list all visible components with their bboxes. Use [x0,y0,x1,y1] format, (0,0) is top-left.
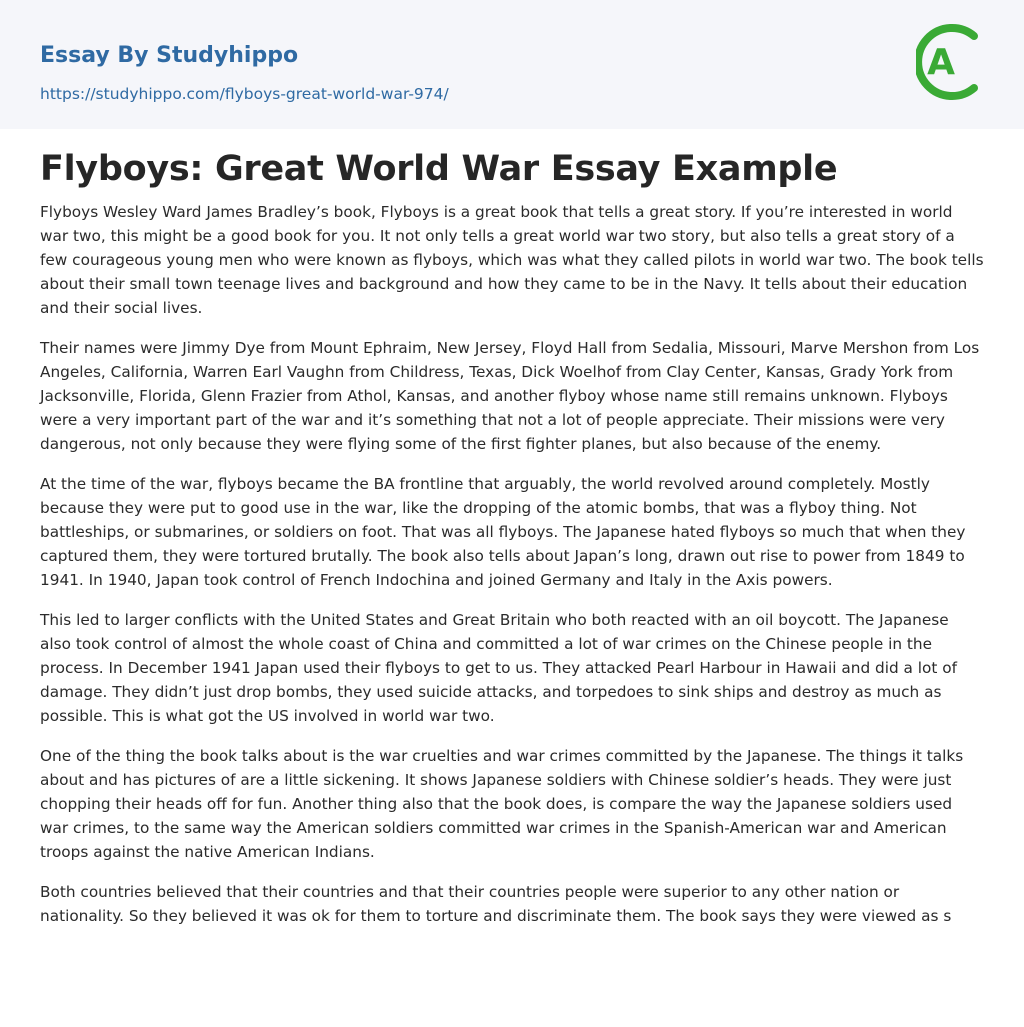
article-content [0,147,1024,928]
article-title: Flyboys: Great World War Essay Example [40,149,838,189]
site-header [0,0,1024,129]
article-paragraph-3: At the time of the war, flyboys became the BA frontline that arguably, the world revolved around completely. Mostly because they were put to good use in the war, like the dropping of the atomic bombs, that was a flyboy thing. Not battleships, or submarines, or soldiers on foot. That was all flyboys. The Japanese hated flyboys so much that when they captured them, they were tortured brutally. The book also tells about Japan’s long, drawn out rise to power from 1849 to 1941. In 1940, Japan took control of French Indochina and joined Germany and Italy in the Axis powers. [40,475,966,589]
studyhippo-logo-icon[interactable] [916,18,986,106]
article-paragraph-5: One of the thing the book talks about is the war cruelties and war crimes committed by the Japanese. The things it talks about and has pictures of are a little sickening. It shows Japanese soldiers with Chinese soldier’s heads. They were just chopping their heads off for fun. Another thing also that the book does, is compare the way the Japanese soldiers used war crimes, to the same way the American soldiers committed war crimes in the Spanish-American war and American troops against the native American Indians. [40,747,964,861]
site-title[interactable]: Essay By Studyhippo [40,43,299,68]
article-paragraph-2: Their names were Jimmy Dye from Mount Ephraim, New Jersey, Floyd Hall from Sedalia, Missouri, Marve Mershon from Los Angeles, California, Warren Earl Vaughn from Childress, Texas, Dick Woelhof from Clay Center, Kansas, Grady York from Jacksonville, Florida, Glenn Frazier from Athol, Kansas, and another flyboy whose name still remains unknown. Flyboys were a very important part of the war and it’s something that not a lot of people appreciate. Their missions were very dangerous, not only because they were flying some of the first fighter planes, but also because of the enemy. [40,339,980,453]
article-paragraph-6: Both countries believed that their countries and that their countries people were superior to any other nation or nationality. So they believed it was ok for them to torture and discriminate them. The book says they were viewed as s [40,883,952,925]
article-url-link[interactable]: https://studyhippo.com/flyboys-great-world-war-974/ [40,85,449,103]
logo-letter: A [927,42,955,83]
article-paragraph-4: This led to larger conflicts with the United States and Great Britain who both reacted with an oil boycott. The Japanese also took control of almost the whole coast of China and committed a lot of war crimes on the Chinese people in the process. In December 1941 Japan used their flyboys to get to us. They attacked Pearl Harbour in Hawaii and did a lot of damage. They didn’t just drop bombs, they used suicide attacks, and torpedoes to sink ships and destroy as much as possible. This is what got the US involved in world war two. [40,611,957,725]
article-paragraph-1: Flyboys Wesley Ward James Bradley’s book, Flyboys is a great book that tells a great story. If you’re interested in world war two, this might be a good book for you. It not only tells a great world war two story, but also tells a great story of a few courageous young men who were known as flyboys, which was what they called pilots in world war two. The book tells about their small town teenage lives and background and how they came to be in the Navy. It tells about their education and their social lives. [40,203,984,317]
